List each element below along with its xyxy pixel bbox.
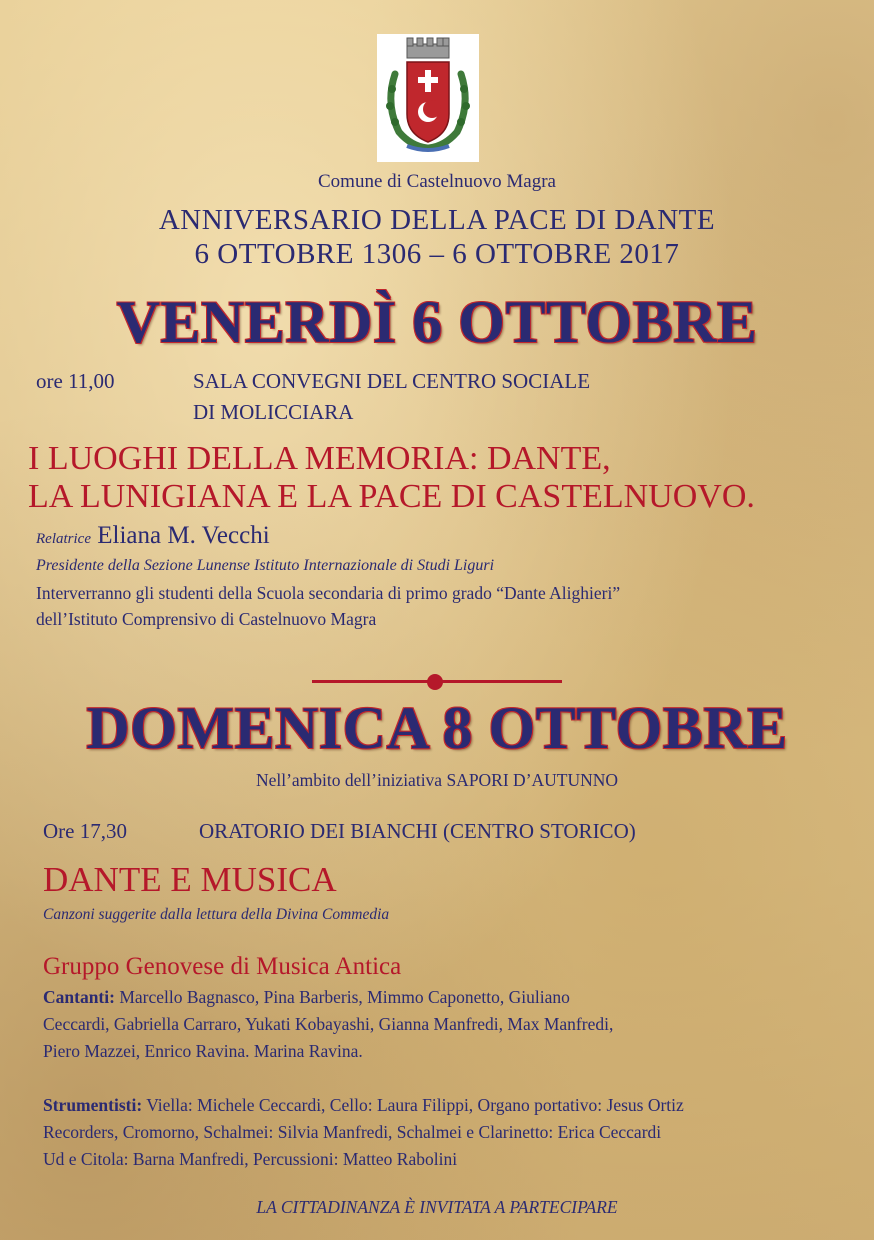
friday-venue-line2: DI MOLICCIARA	[193, 400, 354, 424]
anniversary-dates: 6 OTTOBRE 1306 – 6 OTTOBRE 2017	[194, 238, 680, 270]
singers-line1	[43, 987, 570, 1008]
talk-title-line2: LA LUNIGIANA E LA PACE DI CASTELNUOVO.	[28, 478, 755, 515]
group-name: Gruppo Genovese di Musica Antica	[43, 953, 402, 980]
instrumentalists-label: Strumentisti:	[43, 1095, 143, 1115]
day-title-friday: VENERDÌ 6 OTTOBRE	[116, 289, 758, 355]
sunday-time: Ore 17,30	[43, 819, 127, 843]
friday-venue-line1: SALA CONVEGNI DEL CENTRO SOCIALE	[193, 369, 591, 393]
event-title: DANTE E MUSICA	[43, 860, 337, 899]
speaker	[36, 522, 270, 550]
talk-title-line1: I LUOGHI DELLA MEMORIA: DANTE,	[28, 440, 611, 477]
coat-of-arms-icon	[377, 34, 479, 162]
friday-time: ore 11,00	[36, 369, 115, 393]
singers-names-1: Marcello Bagnasco, Pina Barberis, Mimmo Caponetto, Giuliano	[114, 987, 570, 1007]
students-line2: dell’Istituto Comprensivo di Castelnuovo Magra	[36, 609, 377, 629]
instrumentalists-line3: Ud e Citola: Barna Manfredi, Percussioni: Matteo Rabolini	[43, 1149, 458, 1169]
anniversary-title: ANNIVERSARIO DELLA PACE DI DANTE	[158, 204, 716, 236]
speaker-name: Eliana M. Vecchi	[97, 522, 270, 549]
singers-label: Cantanti:	[43, 987, 115, 1007]
municipality-name: Comune di Castelnuovo Magra	[318, 171, 556, 192]
singers-line3: Piero Mazzei, Enrico Ravina. Marina Ravina.	[43, 1041, 363, 1061]
singers-line2: Ceccardi, Gabriella Carraro, Yukati Kobayashi, Gianna Manfredi, Max Manfredi,	[43, 1014, 614, 1034]
day-title-sunday: DOMENICA 8 OTTOBRE	[86, 695, 788, 761]
speaker-label: Relatrice	[36, 531, 91, 547]
event-subtitle: Canzoni suggerite dalla lettura della Divina Commedia	[43, 906, 390, 923]
students-line1: Interverranno gli studenti della Scuola secondaria di primo grado “Dante Alighieri”	[36, 583, 621, 603]
invitation: LA CITTADINANZA È INVITATA A PARTECIPARE	[256, 1197, 618, 1217]
divider-dot	[427, 674, 443, 690]
instrumentalists-line1	[43, 1095, 684, 1116]
speaker-role: Presidente della Sezione Lunense Istituto Internazionale di Studi Liguri	[36, 557, 495, 574]
initiative-note: Nell’ambito dell’iniziativa SAPORI D’AUTUNNO	[255, 770, 619, 790]
instrumentalists-line2: Recorders, Cromorno, Schalmei: Silvia Manfredi, Schalmei e Clarinetto: Erica Ceccardi	[43, 1122, 662, 1142]
instrumentalists-names-1: Viella: Michele Ceccardi, Cello: Laura Filippi, Organo portativo: Jesus Ortiz	[142, 1095, 684, 1115]
sunday-venue: ORATORIO DEI BIANCHI (CENTRO STORICO)	[199, 819, 636, 843]
